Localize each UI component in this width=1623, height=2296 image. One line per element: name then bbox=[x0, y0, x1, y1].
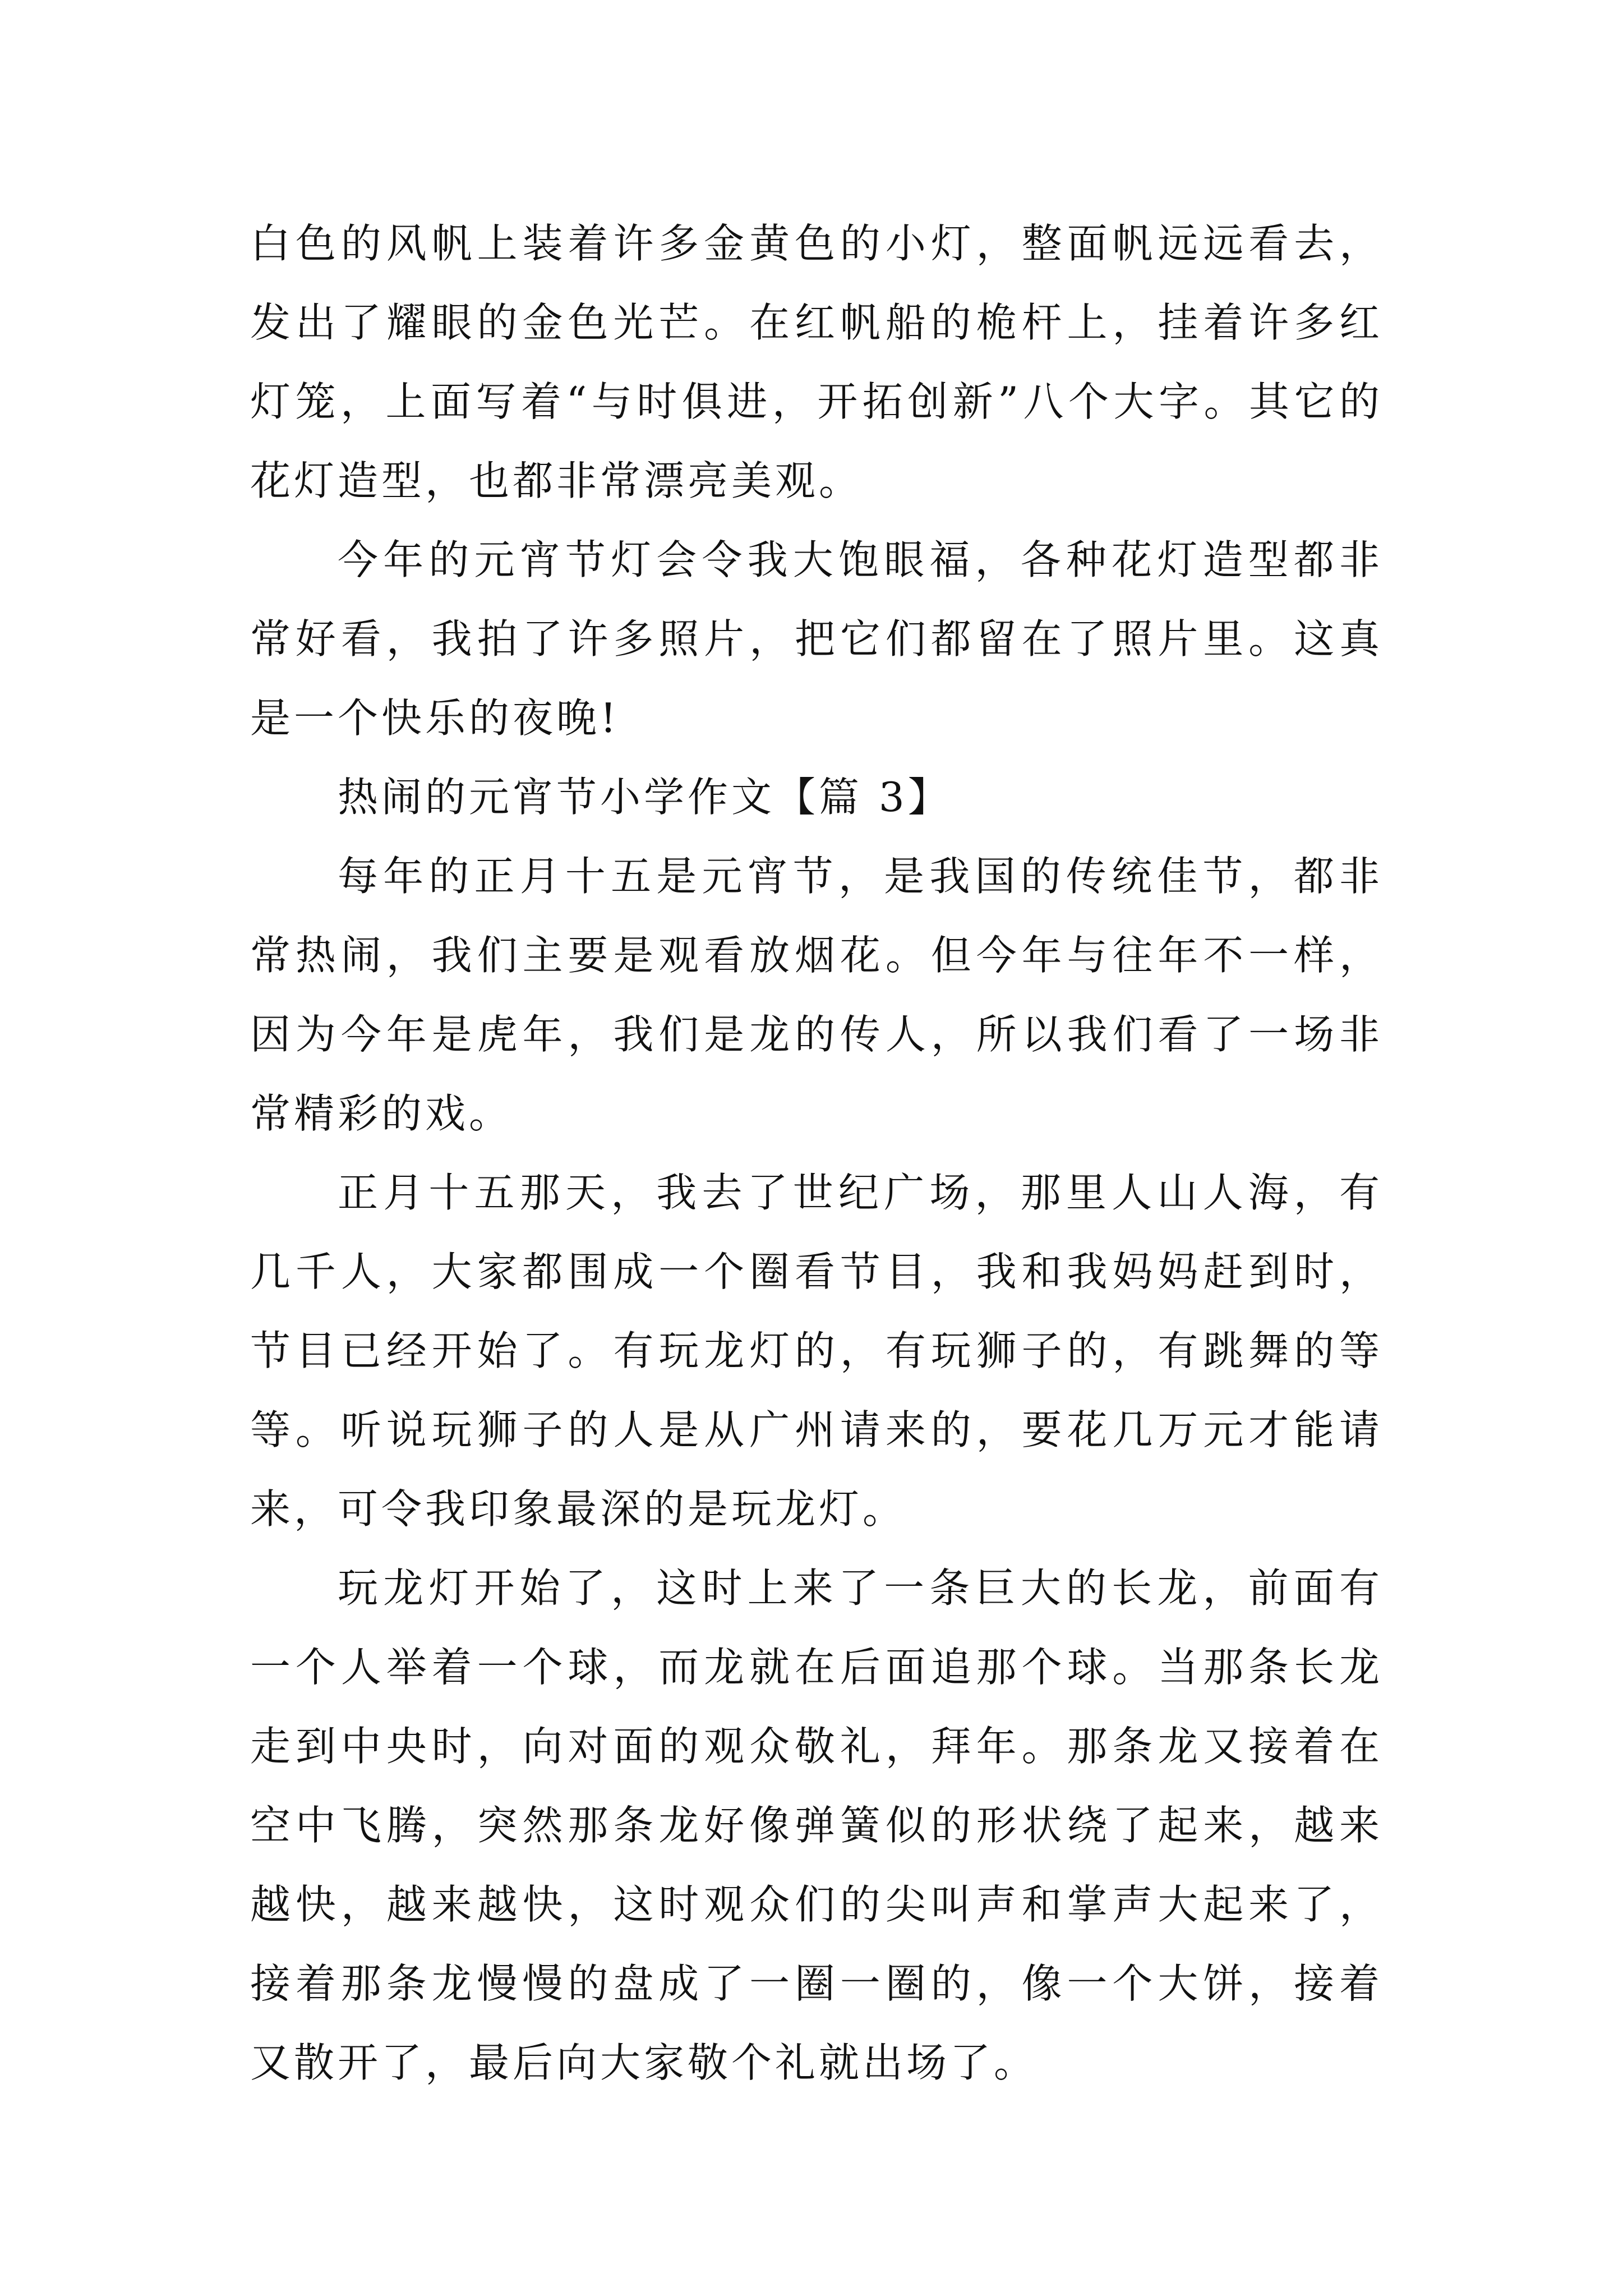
paragraph-dragon-dance: 玩龙灯开始了，这时上来了一条巨大的长龙，前面有一个人举着一个球，而龙就在后面追那个球。当那条长龙走到中央时，向对面的观众敬礼，拜年。那条龙又接着在空中飞腾，突然那条龙好像弹簧似的形状绕了起来，越来越快，越来越快，这时观众们的尖叫声和掌声大起来了，接着那条龙慢慢的盘成了一圈一圈的，像一个大饼，接着又散开了，最后向大家敬个礼就出场了。 bbox=[250, 1565, 1383, 2086]
document-body bbox=[250, 204, 1383, 2102]
essay-heading-part-3: 热闹的元宵节小学作文【篇 3】 bbox=[338, 774, 952, 821]
paragraph-century-square: 正月十五那天，我去了世纪广场，那里人山人海，有几千人，大家都围成一个圈看节目，我和我妈妈赶到时，节目已经开始了。有玩龙灯的，有玩狮子的，有跳舞的等等。听说玩狮子的人是从广州请来的，要花几万元才能请来，可令我印象最深的是玩龙灯。 bbox=[250, 1169, 1383, 1533]
paragraph-fifteenth-day: 每年的正月十五是元宵节，是我国的传统佳节，都非常热闹，我们主要是观看放烟花。但今年与往年不一样，因为今年是虎年，我们是龙的传人，所以我们看了一场非常精彩的戏。 bbox=[250, 853, 1383, 1137]
paragraph-sailboat-lanterns: 白色的风帆上装着许多金黄色的小灯，整面帆远远看去，发出了耀眼的金色光芒。在红帆船的桅杆上，挂着许多红灯笼，上面写着“与时俱进，开拓创新”八个大字。其它的花灯造型，也都非常漂亮美观。 bbox=[250, 220, 1383, 504]
paragraph-lantern-festival-joy: 今年的元宵节灯会令我大饱眼福，各种花灯造型都非常好看，我拍了许多照片，把它们都留在了照片里。这真是一个快乐的夜晚! bbox=[250, 536, 1383, 742]
